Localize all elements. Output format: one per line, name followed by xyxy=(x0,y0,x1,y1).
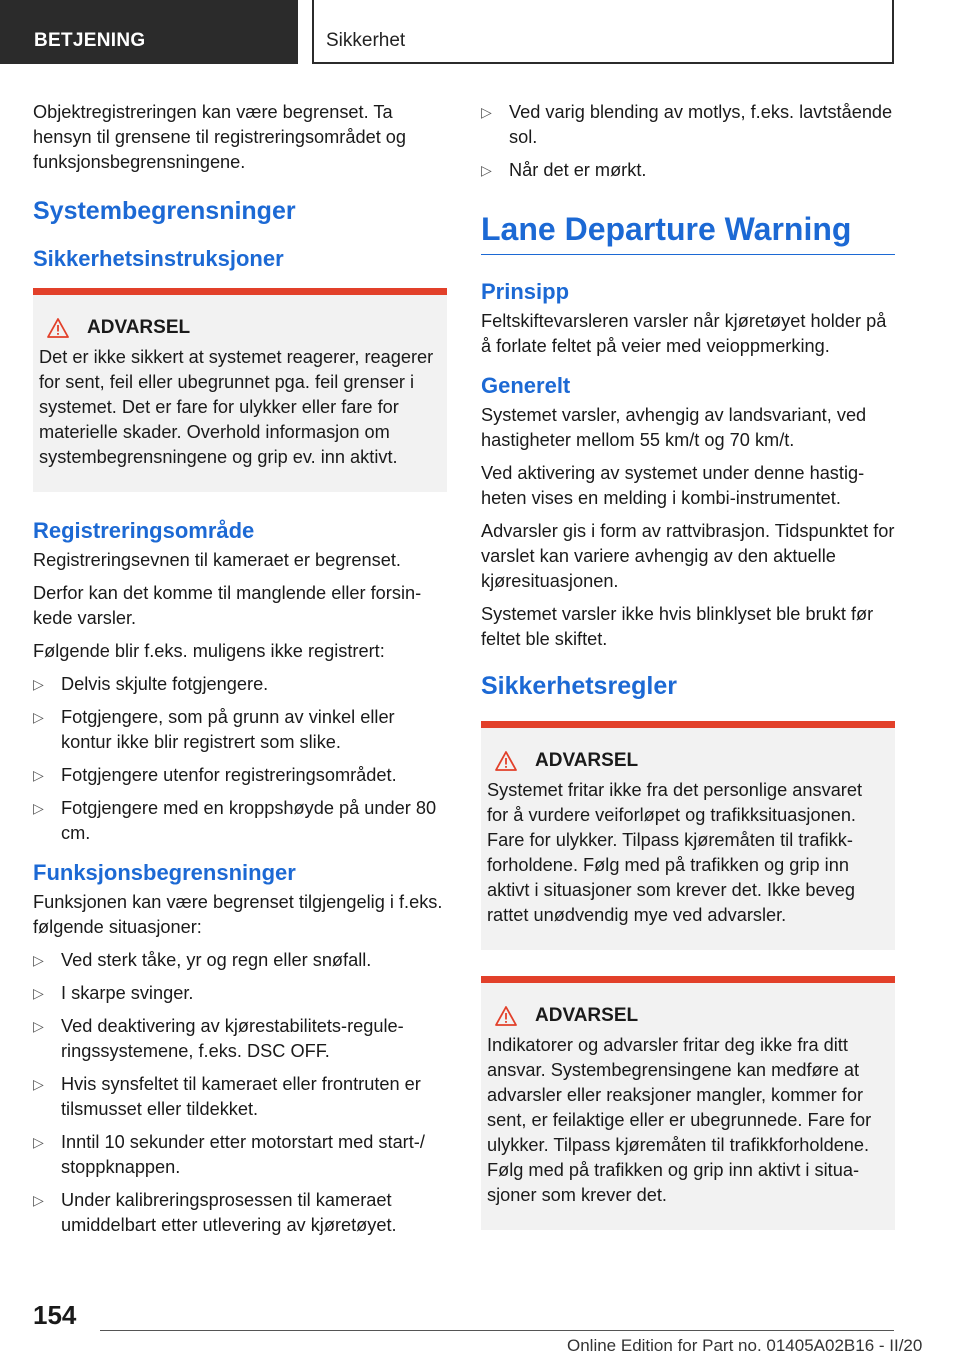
triangle-bullet-icon: ▷ xyxy=(33,952,44,968)
list-item: ▷ Under kalibreringsprosessen til kameraet umiddelbart etter utlevering av kjøretøyet. xyxy=(33,1190,397,1235)
warning-triangle-icon xyxy=(495,1006,517,1026)
list-item: ▷ Ved deaktivering av kjørestabilitets-reguleringssystemene, f.eks. DSC OFF. xyxy=(33,1016,404,1061)
warning-text: Indikatorer og advarsler fritar deg ikke fra ditt ansvar. Systembegrensingene kan medføre at advarsler eller reaksjoner mangler, kommer for sent, er feilaktige eller er ubegrunnede. Fare for ulykker. Tilpass kjøremåten til trafikkforholdene. Følg med på trafikken og grip inn aktivt i situasjoner som krever det. xyxy=(487,1035,872,1205)
page-number: 154 xyxy=(33,1300,77,1330)
warning-title: ADVARSEL xyxy=(87,317,191,338)
principle-paragraph: Feltskiftevarsleren varsler når kjøretøyet holder på å forlate feltet på veier med veioppmerking. xyxy=(481,311,887,356)
warning-box xyxy=(481,721,895,950)
heading-lane-departure-warning: Lane Departure Warning xyxy=(481,211,895,255)
detection-paragraph-2: Derfor kan det komme til manglende eller forsinkede varsler. xyxy=(33,583,422,628)
function-paragraph: Funksjonen kan være begrenset tilgjengelig i f.eks. følgende situasjoner: xyxy=(33,892,443,937)
warning-box xyxy=(33,288,447,492)
general-paragraph-1: Systemet varsler, avhengig av landsvariant, ved hastigheter mellom 55 km/t og 70 km/t. xyxy=(481,405,867,450)
footer-edition: Online Edition for Part no. 01405A02B16 - II/20 xyxy=(567,1336,923,1355)
warning-title: ADVARSEL xyxy=(535,1005,639,1026)
warning-triangle-icon xyxy=(47,318,69,338)
general-paragraph-2: Ved aktivering av systemet under denne hastigheten vises en melding i kombi-instrumentet. xyxy=(481,463,865,508)
subsection-tab xyxy=(312,0,894,64)
triangle-bullet-icon: ▷ xyxy=(33,1134,44,1150)
subsection-title: Sikkerhet xyxy=(326,30,406,51)
heading-system-limits: Systembegrensninger xyxy=(33,197,296,225)
triangle-bullet-icon: ▷ xyxy=(33,800,44,816)
triangle-bullet-icon: ▷ xyxy=(33,1192,44,1208)
heading-safety-rules: Sikkerhetsregler xyxy=(481,672,677,700)
triangle-bullet-icon: ▷ xyxy=(33,767,44,783)
section-tab xyxy=(0,0,298,64)
triangle-bullet-icon: ▷ xyxy=(33,676,44,692)
list-item: ▷ Når det er mørkt. xyxy=(481,158,895,183)
section-title: BETJENING xyxy=(34,30,146,51)
warning-title: ADVARSEL xyxy=(535,750,639,771)
function-list xyxy=(33,948,447,1238)
heading-function-limits: Funksjonsbegrensninger xyxy=(33,860,296,885)
left-column xyxy=(33,100,447,1246)
warning-text: Systemet fritar ikke fra det personlige ansvaret for å vurdere veiforløpet og trafikksituasjonen. Fare for ulykker. Tilpass kjøremåten til trafikkforholdene. Følg med på trafikken og grip inn aktivt i situasjoner som krever det. Ikke beveg rattet unødvendig mye ved advarsler. xyxy=(487,780,863,925)
footer-divider xyxy=(100,1330,894,1331)
list-item: ▷ Fotgjengere utenfor registreringsområdet. xyxy=(33,763,447,788)
detection-paragraph-3: Følgende blir f.eks. muligens ikke registrert: xyxy=(33,641,385,661)
list-item: ▷ I skarpe svinger. xyxy=(33,981,447,1006)
triangle-bullet-icon: ▷ xyxy=(33,1018,44,1034)
list-item: ▷ Fotgjengere, som på grunn av vinkel eller kontur ikke blir registrert som slike. xyxy=(33,707,395,752)
triangle-bullet-icon: ▷ xyxy=(481,162,492,178)
warning-box xyxy=(481,976,895,1230)
function-list-continued xyxy=(481,100,895,183)
list-item: ▷ Fotgjengere med en kroppshøyde på under 80 cm. xyxy=(33,798,437,843)
warning-triangle-icon xyxy=(495,751,517,771)
list-item: ▷ Ved varig blending av motlys, f.eks. lavtstående sol. xyxy=(481,102,893,147)
intro-paragraph: Objektregistreringen kan være begrenset. Ta hensyn til grensene til registreringsområdet og funksjonsbegrensningene. xyxy=(33,102,407,172)
list-item: ▷ Inntil 10 sekunder etter motorstart med start-/ stoppknappen. xyxy=(33,1132,425,1177)
detection-list xyxy=(33,672,447,846)
warning-text: Det er ikke sikkert at systemet reagerer, reagerer for sent, feil eller ubegrunnet pga. feil grenser i systemet. Det er fare for ulykker eller fare for materielle skader. Overhold informasjon om systembegrensningene og grip ev. inn aktivt. xyxy=(39,347,434,467)
list-item: ▷ Ved sterk tåke, yr og regn eller snøfall. xyxy=(33,948,447,973)
triangle-bullet-icon: ▷ xyxy=(33,709,44,725)
heading-detection-range: Registreringsområde xyxy=(33,518,255,543)
list-item: ▷ Hvis synsfeltet til kameraet eller frontruten er tilsmusset eller tildekket. xyxy=(33,1074,421,1119)
heading-general: Generelt xyxy=(481,373,571,398)
triangle-bullet-icon: ▷ xyxy=(33,985,44,1001)
heading-principle: Prinsipp xyxy=(481,279,570,304)
heading-safety-instructions: Sikkerhetsinstruksjoner xyxy=(33,246,284,271)
general-paragraph-4: Systemet varsler ikke hvis blinklyset ble brukt før feltet ble skiftet. xyxy=(481,604,874,649)
triangle-bullet-icon: ▷ xyxy=(481,104,492,120)
general-paragraph-3: Advarsler gis i form av rattvibrasjon. Tidspunktet for varslet kan variere avhengig av den aktuelle kjøresituasjonen. xyxy=(481,521,895,591)
list-item: ▷ Delvis skjulte fotgjengere. xyxy=(33,672,447,697)
triangle-bullet-icon: ▷ xyxy=(33,1076,44,1092)
detection-paragraph-1: Registreringsevnen til kameraet er begrenset. xyxy=(33,550,401,570)
right-column xyxy=(481,100,895,1256)
